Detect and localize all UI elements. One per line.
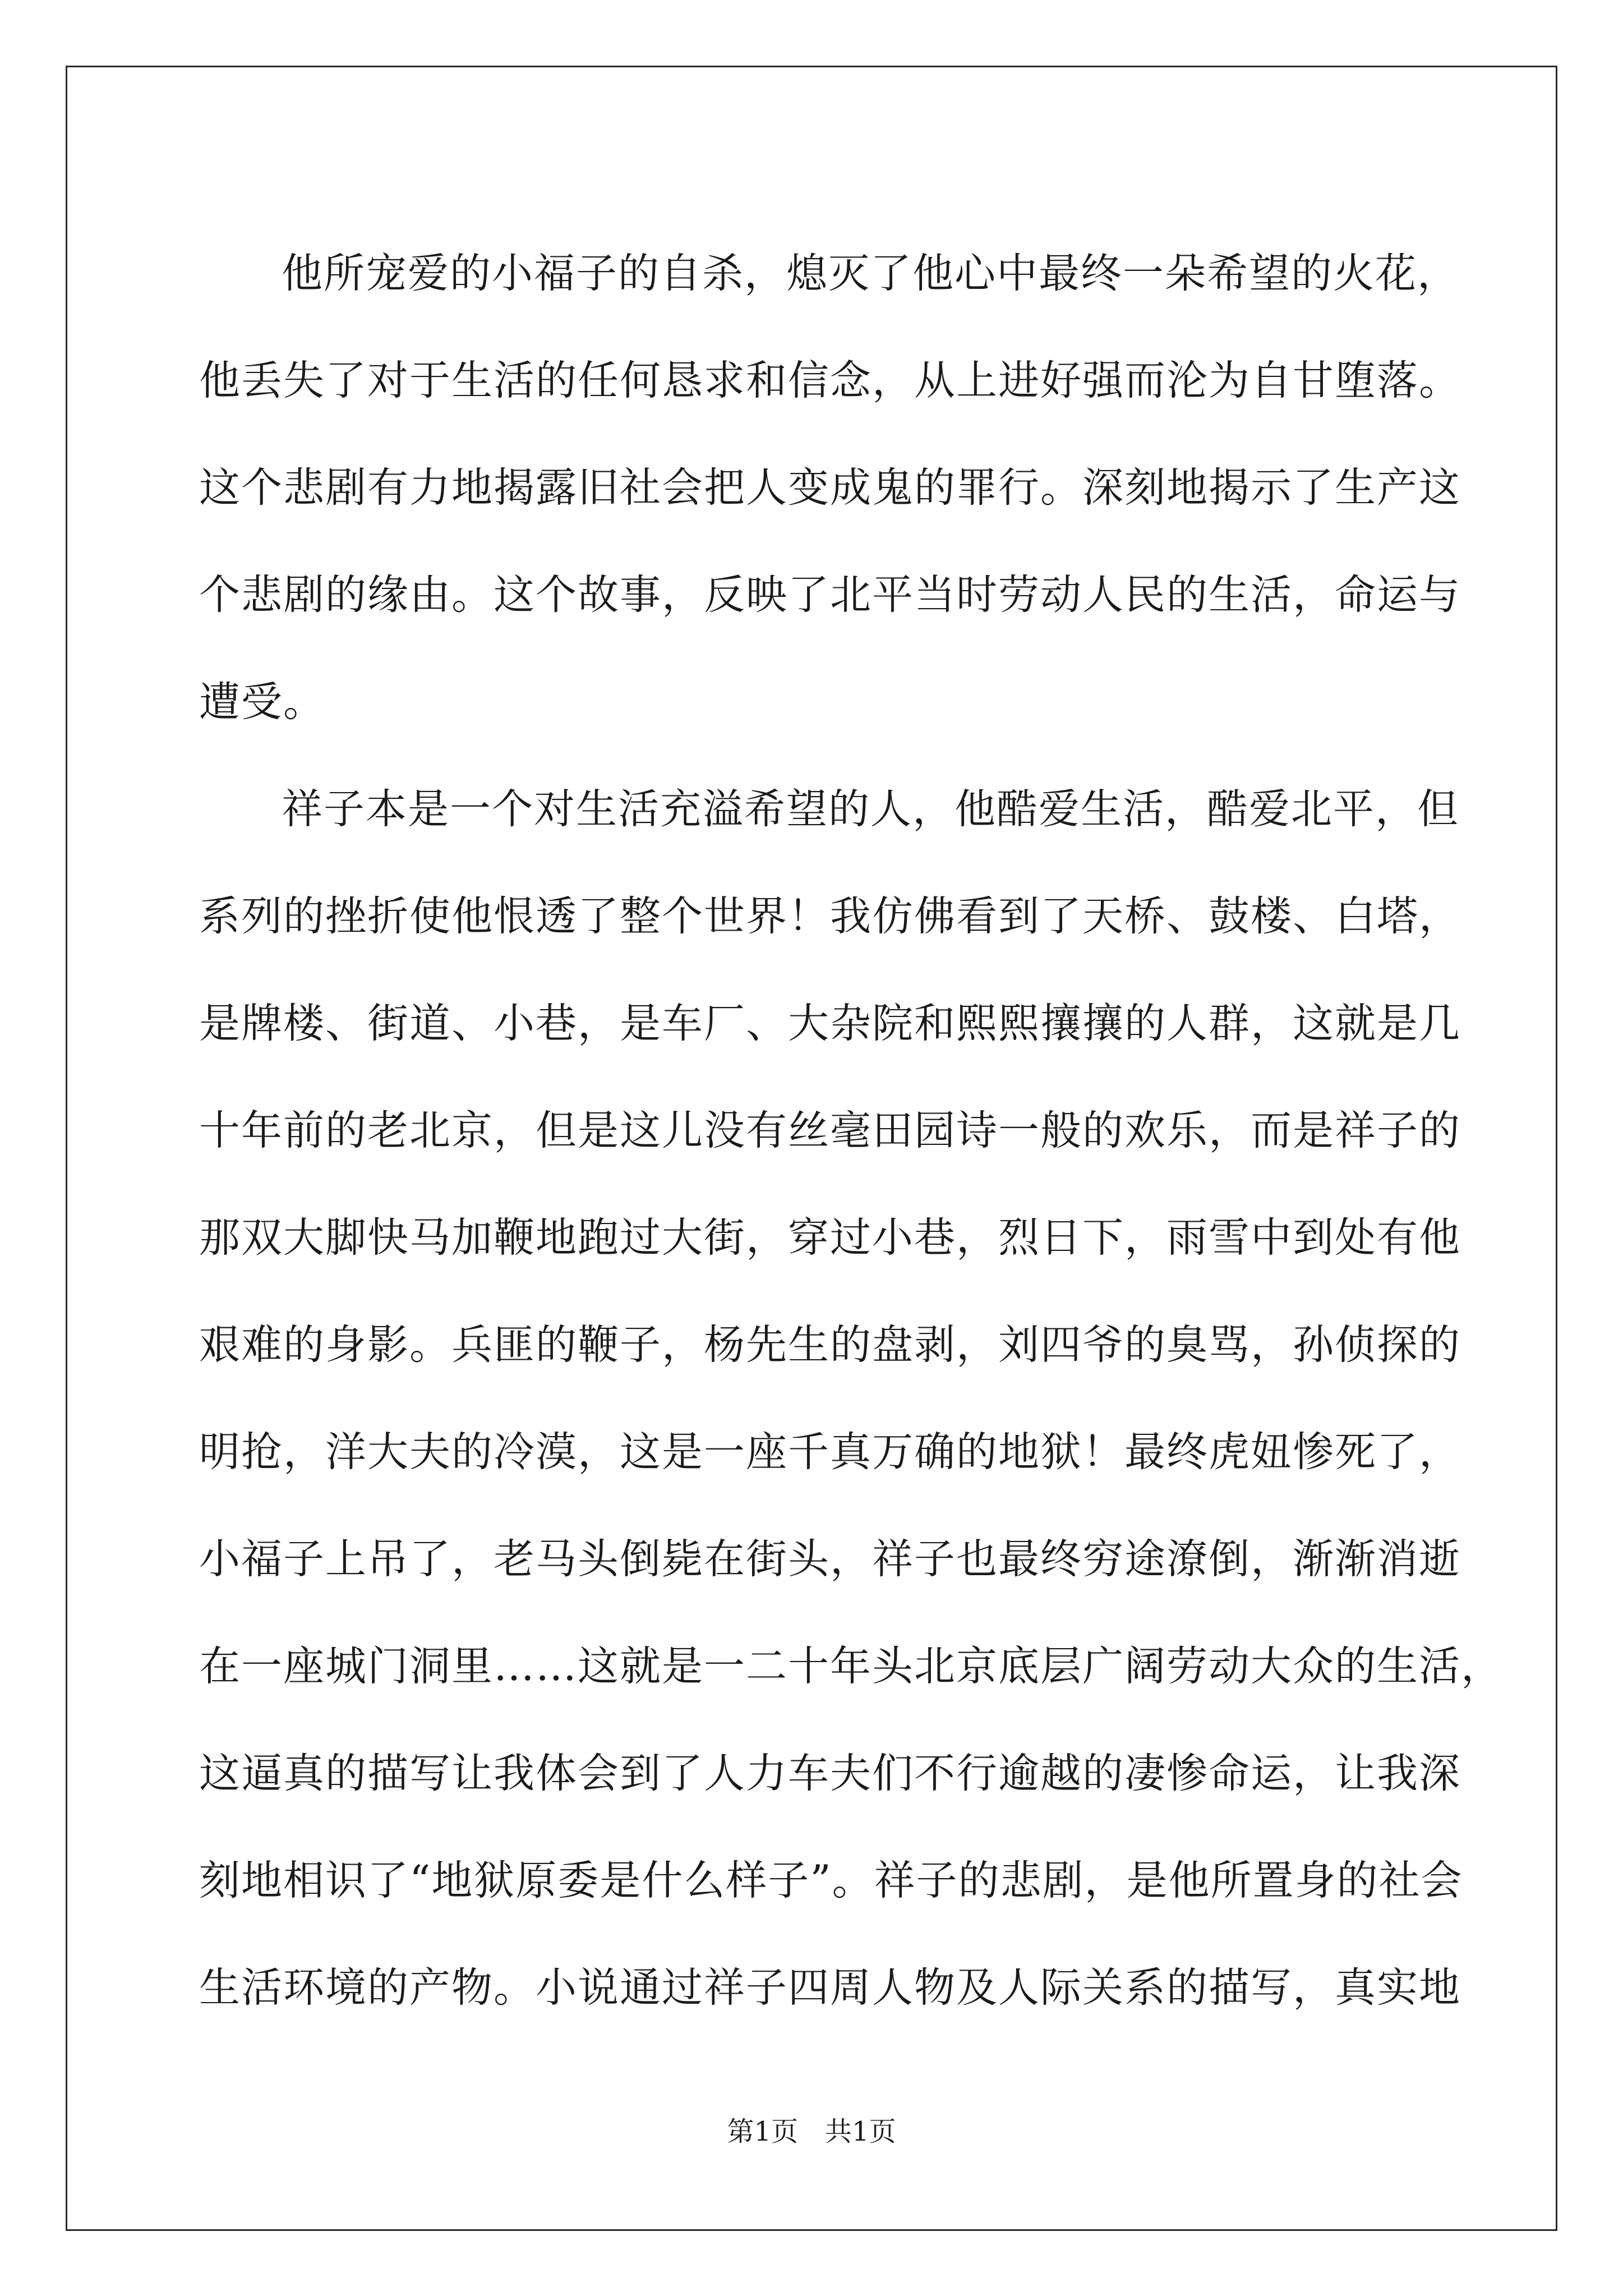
text-line: 在一座城门洞里……这就是一二十年头北京底层广阔劳动大众的生活，: [199, 1642, 1503, 1690]
text-line: 个悲剧的缘由。这个故事，反映了北平当时劳动人民的生活，命运与: [199, 571, 1461, 619]
text-line: 这个悲剧有力地揭露旧社会把人变成鬼的罪行。深刻地揭示了生产这: [199, 464, 1461, 512]
page-footer: 第1页 共1页: [727, 2116, 896, 2147]
text-line: 十年前的老北京，但是这儿没有丝毫田园诗一般的欢乐，而是祥子的: [199, 1107, 1461, 1154]
text-line: 生活环境的产物。小说通过祥子四周人物及人际关系的描写，真实地: [199, 1964, 1461, 2012]
text-line: 祥子本是一个对生活充溢希望的人，他酷爱生活，酷爱北平，但: [282, 785, 1459, 833]
text-line: 刻地相识了“地狱原委是什么样子”。祥子的悲剧，是他所置身的社会: [199, 1857, 1463, 1904]
text-line: 系列的挫折使他恨透了整个世界！我仿佛看到了天桥、鼓楼、白塔，: [199, 892, 1461, 940]
text-line: 这逼真的描写让我体会到了人力车夫们不行逾越的凄惨命运，让我深: [199, 1750, 1461, 1797]
text-line: 是牌楼、街道、小巷，是车厂、大杂院和熙熙攘攘的人群，这就是几: [199, 1000, 1461, 1047]
text-line: 明抢，洋大夫的冷漠，这是一座千真万确的地狱！最终虎妞惨死了，: [199, 1428, 1461, 1476]
text-line: 他所宠爱的小福子的自杀，熄灭了他心中最终一朵希望的火花，: [282, 250, 1459, 297]
text-line: 艰难的身影。兵匪的鞭子，杨先生的盘剥，刘四爷的臭骂，孙侦探的: [199, 1321, 1461, 1369]
text-line: 他丢失了对于生活的任何恳求和信念，从上进好强而沦为自甘堕落。: [199, 357, 1461, 404]
text-line: 那双大脚快马加鞭地跑过大街，穿过小巷，烈日下，雨雪中到处有他: [199, 1214, 1461, 1262]
text-line: 遭受。: [199, 678, 325, 726]
text-line: 小福子上吊了，老马头倒毙在街头，祥子也最终穷途潦倒，渐渐消逝: [199, 1535, 1461, 1583]
document-body: [199, 220, 1503, 2041]
